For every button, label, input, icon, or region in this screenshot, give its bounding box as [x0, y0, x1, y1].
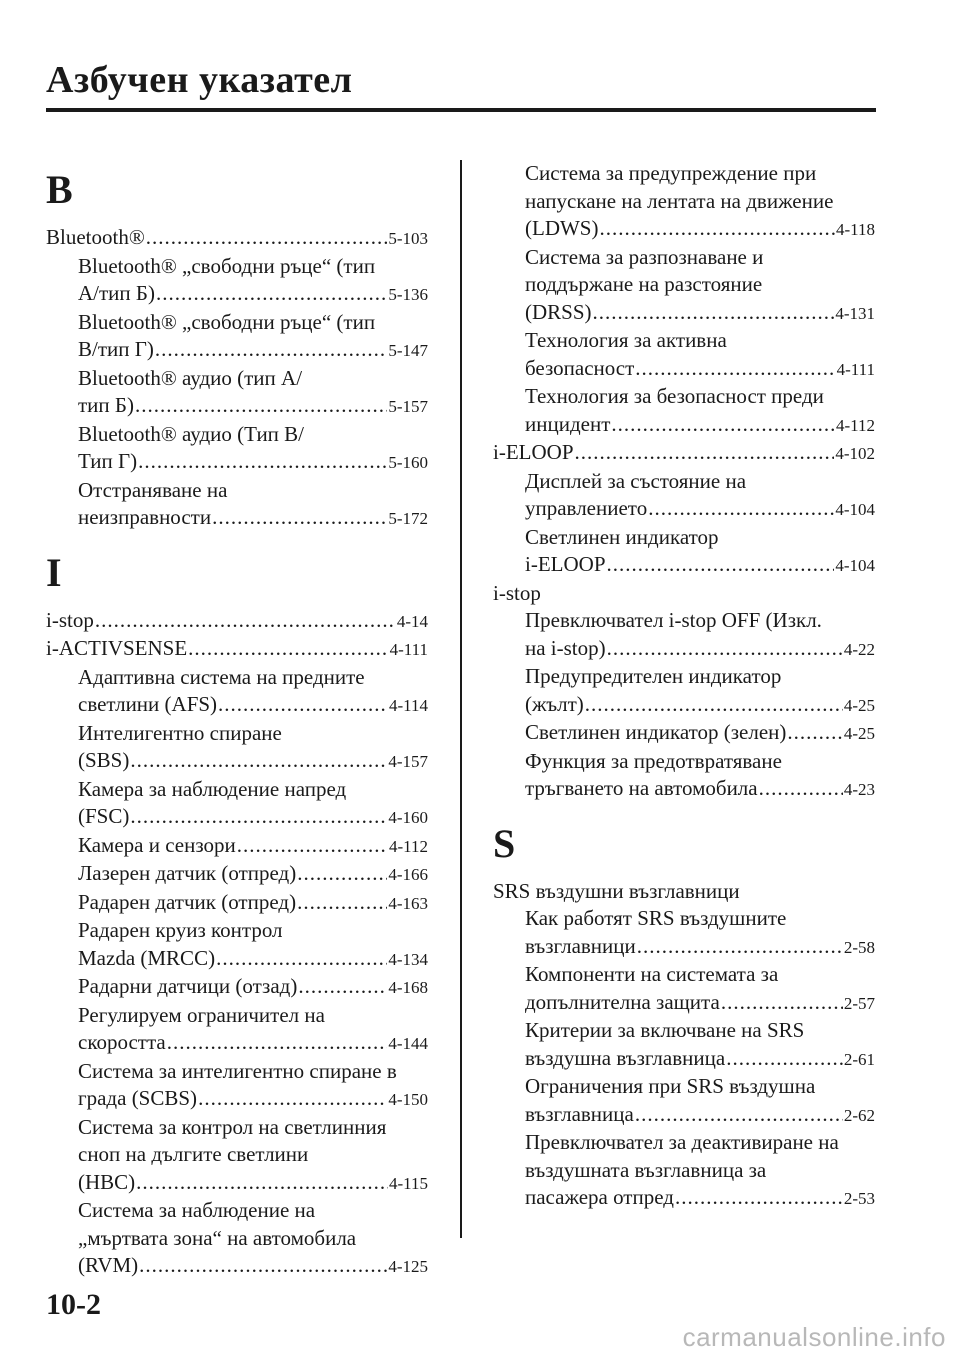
index-subentry [493, 383, 875, 411]
index-page-ref[interactable]: 4-112 [835, 415, 875, 435]
index-entry-text: (SBS) [78, 748, 130, 772]
index-page-ref[interactable]: 4-125 [388, 1257, 428, 1276]
index-subentry [46, 747, 428, 776]
index-entry-text: Bluetooth® [46, 225, 145, 249]
dot-leader [167, 1029, 388, 1057]
dot-leader [607, 551, 835, 579]
index-subentry [46, 504, 428, 533]
index-entry-text: Bluetooth® „свободни ръце“ (тип [78, 309, 376, 334]
index-subentry [493, 244, 875, 272]
index-subentry [493, 411, 875, 440]
index-subentry [493, 748, 875, 776]
index-entry-text: (DRSS) [525, 299, 592, 324]
index-subentry [493, 663, 875, 691]
index-entry-text: Bluetooth® аудио (Тип В/ [78, 421, 305, 446]
index-page-ref[interactable]: 4-114 [388, 696, 428, 715]
index-subentry [493, 1101, 875, 1130]
index-subentry [493, 1157, 875, 1185]
index-page-ref[interactable]: 4-168 [388, 978, 428, 997]
index-subentry [493, 355, 875, 384]
dot-leader [635, 355, 835, 383]
index-subentry [493, 327, 875, 355]
dot-leader [198, 1085, 387, 1113]
index-entry-text: на i-stop) [525, 635, 606, 660]
dot-leader [136, 1169, 388, 1197]
index-page-ref[interactable]: 5-147 [388, 341, 428, 360]
index-page-ref[interactable]: 4-160 [388, 808, 428, 827]
index-entry-text: светлини (AFS) [78, 692, 218, 716]
header-rule [46, 108, 876, 112]
index-entry-text: Лазерен датчик (отпред) [78, 861, 297, 885]
index-subentry [46, 1085, 428, 1114]
page-title: Азбучен указател [46, 59, 353, 101]
dot-leader [297, 889, 387, 917]
index-entry-text: въздушната възглавница за [525, 1157, 767, 1182]
index-subentry [493, 607, 875, 635]
index-entry-text: възглавница [525, 1101, 634, 1126]
index-entry-text: Интелигентно спиране [78, 720, 282, 745]
index-page-ref[interactable]: 4-115 [388, 1173, 428, 1193]
index-column-right [493, 160, 875, 1213]
watermark: carmanualsonline.info [682, 1322, 946, 1352]
index-subentry [493, 551, 875, 580]
index-entry [493, 878, 875, 906]
index-page-ref[interactable]: 4-111 [836, 359, 875, 379]
index-page-ref[interactable]: 2-57 [843, 993, 875, 1013]
index-entry-text: Как работят SRS въздушните [525, 906, 787, 930]
dot-leader [155, 336, 387, 364]
index-entry-text: Система за интелигентно спиране в [78, 1058, 397, 1083]
index-entry-text: неизправности [78, 505, 212, 529]
index-entry-text: (жълт) [525, 691, 584, 716]
index-entry [46, 607, 428, 636]
index-page-ref[interactable]: 4-25 [843, 724, 875, 743]
index-entry-text: тип Б) [78, 393, 134, 417]
index-subentry [493, 160, 875, 188]
index-entry-text: В/тип Г) [78, 337, 154, 361]
index-subentry [46, 832, 428, 861]
index-page-ref[interactable]: 4-131 [835, 303, 875, 323]
index-entry-text: Светлинен индикатор (зелен) [525, 720, 787, 744]
index-entry-text: Система за контрол на светлинния [78, 1114, 387, 1139]
index-subentry [493, 1017, 875, 1045]
index-entry-text: Отстраняване на [78, 477, 228, 502]
dot-leader [759, 775, 843, 803]
index-page-ref[interactable]: 4-157 [388, 752, 428, 771]
index-entry-text: SRS въздушни възглавници [493, 878, 740, 903]
index-subentry [46, 392, 428, 421]
index-page-ref[interactable]: 4-22 [843, 639, 875, 659]
dot-leader [585, 691, 843, 719]
index-subentry [46, 945, 428, 974]
dot-leader [237, 832, 388, 860]
index-entry-text: А/тип Б) [78, 281, 155, 305]
index-entry-text: Радарни датчици (отзад) [78, 974, 298, 998]
index-subentry [493, 933, 875, 962]
index-subentry [46, 1225, 428, 1253]
index-subentry [46, 917, 428, 945]
index-page-ref[interactable]: 4-104 [835, 556, 875, 575]
index-page-ref[interactable]: 2-62 [843, 1105, 875, 1125]
index-subentry [46, 720, 428, 748]
index-page-ref[interactable]: 4-134 [388, 949, 428, 969]
index-entry-text: сноп на дългите светлини [78, 1142, 309, 1166]
index-page-ref[interactable]: 4-102 [835, 444, 875, 463]
index-subentry [46, 1197, 428, 1225]
index-subentry [46, 860, 428, 889]
index-entry [46, 635, 428, 664]
index-subentry [46, 365, 428, 393]
index-entry-text: (HBC) [78, 1169, 136, 1194]
index-subentry [46, 1252, 428, 1281]
index-subentry [493, 775, 875, 804]
index-page-ref[interactable]: 5-136 [388, 285, 428, 304]
index-entry-text: Функция за предотвратяване [525, 748, 782, 773]
index-column-left [46, 160, 428, 1281]
index-subentry [46, 477, 428, 505]
dot-leader [216, 945, 387, 973]
index-entry-text: напускане на лентата на движение [525, 188, 834, 213]
index-subentry [493, 961, 875, 989]
index-entry-text: Адаптивна система на предните [78, 664, 365, 689]
index-entry-text: (RVM) [78, 1253, 139, 1277]
index-page-ref[interactable]: 4-111 [389, 640, 428, 659]
index-subentry [493, 691, 875, 720]
index-letter-heading: I [46, 549, 62, 595]
dot-leader [593, 299, 835, 327]
index-entry-text: Предупредителен индикатор [525, 664, 782, 688]
index-page-ref[interactable]: 4-150 [388, 1090, 428, 1109]
index-entry-text: поддържане на разстояние [525, 272, 763, 296]
index-entry-text: „мъртвата зона“ на автомобила [78, 1225, 357, 1250]
index-entry-text: i-stop [46, 607, 94, 632]
index-entry-text: Радарен датчик (отпред) [78, 889, 297, 914]
index-subentry [493, 495, 875, 524]
index-entry-text: Технология за активна [525, 328, 727, 352]
index-entry-text: управлението [525, 496, 648, 520]
index-subentry [46, 776, 428, 804]
index-subentry [493, 299, 875, 328]
index-page-ref[interactable]: 4-14 [396, 611, 428, 631]
dot-leader [95, 607, 396, 635]
index-subentry [493, 1045, 875, 1074]
index-entry-text: Превключвател i-stop OFF (Изкл. [525, 608, 822, 632]
index-subentry [493, 524, 875, 552]
index-entry-text: Критерии за включване на SRS [525, 1018, 805, 1042]
index-page-ref[interactable]: 5-160 [388, 453, 428, 472]
dot-leader [721, 989, 843, 1017]
index-entry-text: Bluetooth® „свободни ръце“ (тип [78, 253, 376, 278]
dot-leader [675, 1184, 843, 1212]
index-page-ref[interactable]: 5-103 [388, 229, 428, 248]
index-entry-text: (LDWS) [525, 216, 599, 240]
index-entry-text: Камера и сензори [78, 832, 236, 857]
index-page-ref[interactable]: 2-58 [843, 937, 875, 957]
dot-leader [188, 635, 388, 663]
index-subentry [46, 803, 428, 832]
index-subentry [46, 1114, 428, 1142]
dot-leader [726, 1045, 843, 1073]
index-entry [46, 224, 428, 253]
index-page-ref[interactable]: 4-163 [388, 893, 428, 913]
index-entry-text: Светлинен индикатор [525, 524, 719, 549]
index-entry-text: i-stop [493, 580, 541, 605]
index-subentry [46, 253, 428, 281]
index-page-ref[interactable]: 4-104 [835, 500, 875, 519]
index-subentry [493, 1184, 875, 1213]
index-subentry [493, 635, 875, 664]
index-entry-text: Камера за наблюдение напред [78, 776, 347, 801]
index-letter-heading: S [493, 820, 516, 866]
dot-leader [130, 803, 387, 831]
dot-leader [218, 691, 388, 719]
index-subentry [46, 448, 428, 477]
dot-leader [135, 392, 387, 420]
dot-leader [575, 439, 835, 467]
index-subentry [46, 309, 428, 337]
index-subentry [46, 1002, 428, 1030]
index-subentry [493, 271, 875, 299]
dot-leader [648, 495, 834, 523]
index-entry-text: Технология за безопасност преди [525, 384, 824, 408]
index-entry-text: безопасност [525, 355, 635, 380]
index-entry-text: Система за разпознаване и [525, 244, 764, 269]
index-entry-text: i-ACTIVSENSE [46, 636, 188, 660]
index-subentry [46, 973, 428, 1002]
dot-leader [139, 1252, 387, 1280]
dot-leader [611, 411, 835, 439]
page-number: 10-2 [46, 1288, 101, 1321]
index-subentry [46, 1169, 428, 1198]
index-subentry [46, 1029, 428, 1058]
index-subentry [493, 215, 875, 244]
index-page-ref[interactable]: 5-172 [388, 509, 428, 528]
index-subentry [493, 989, 875, 1018]
index-page-ref[interactable]: 4-166 [388, 865, 428, 884]
index-subentry [46, 421, 428, 449]
dot-leader [130, 747, 387, 775]
index-entry-text: града (SCBS) [78, 1086, 198, 1110]
index-entry-text: допълнителна защита [525, 989, 720, 1014]
dot-leader [297, 860, 387, 888]
dot-leader [787, 719, 842, 747]
index-entry-text: Система за предупреждение при [525, 161, 817, 185]
index-entry-text: i-ELOOP [525, 552, 606, 576]
index-entry-text: Компоненти на системата за [525, 962, 779, 986]
index-subentry [46, 336, 428, 365]
index-page-ref[interactable]: 4-144 [388, 1034, 428, 1053]
index-subentry [46, 280, 428, 309]
index-subentry [46, 664, 428, 692]
index-page-ref[interactable]: 2-61 [843, 1049, 875, 1069]
dot-leader [212, 504, 387, 532]
dot-leader [298, 973, 387, 1001]
index-entry-text: възглавници [525, 933, 636, 958]
index-entry [493, 439, 875, 468]
index-subentry [46, 691, 428, 720]
index-entry-text: Система за наблюдение на [78, 1198, 316, 1222]
index-entry-text: Радарен круиз контрол [78, 918, 283, 942]
index-letter-heading: B [46, 167, 73, 212]
index-page-ref[interactable]: 4-25 [843, 695, 875, 715]
index-entry-text: Bluetooth® аудио (тип А/ [78, 365, 303, 390]
index-subentry [493, 188, 875, 216]
index-subentry [493, 1073, 875, 1101]
index-subentry [493, 905, 875, 933]
index-entry-text: пасажера отпред [525, 1185, 674, 1209]
dot-leader [607, 635, 843, 663]
index-entry-text: Тип Г) [78, 449, 138, 473]
index-entry-text: Регулируем ограничител на [78, 1002, 325, 1027]
index-subentry [493, 468, 875, 496]
index-entry-text: Дисплей за състояние на [525, 468, 747, 493]
index-page-ref[interactable]: 4-112 [388, 836, 428, 856]
index-entry-text: Превключвател за деактивиране на [525, 1130, 839, 1154]
index-entry-text: i-ELOOP [493, 440, 574, 464]
column-divider [460, 160, 462, 1238]
index-subentry [493, 1129, 875, 1157]
index-subentry [46, 889, 428, 918]
index-entry [493, 580, 875, 608]
index-entry-text: инцидент [525, 411, 611, 436]
index-page-ref[interactable]: 4-118 [835, 220, 875, 239]
index-page-ref[interactable]: 2-53 [843, 1189, 875, 1208]
dot-leader [146, 224, 388, 252]
dot-leader [637, 933, 843, 961]
index-entry-text: Mazda (MRCC) [78, 945, 216, 970]
index-entry-text: въздушна възглавница [525, 1045, 726, 1070]
index-page-ref[interactable]: 5-157 [388, 397, 428, 416]
index-subentry [46, 1058, 428, 1086]
index-entry-text: скоростта [78, 1030, 166, 1054]
dot-leader [635, 1101, 843, 1129]
index-entry-text: Ограничения при SRS въздушна [525, 1074, 816, 1098]
index-subentry [46, 1141, 428, 1169]
index-entry-text: тръгването на автомобила [525, 776, 758, 800]
index-page-ref[interactable]: 4-23 [843, 780, 875, 799]
index-subentry [493, 719, 875, 748]
dot-leader [599, 215, 834, 243]
dot-leader [138, 448, 387, 476]
index-entry-text: (FSC) [78, 804, 130, 828]
dot-leader [156, 280, 387, 308]
